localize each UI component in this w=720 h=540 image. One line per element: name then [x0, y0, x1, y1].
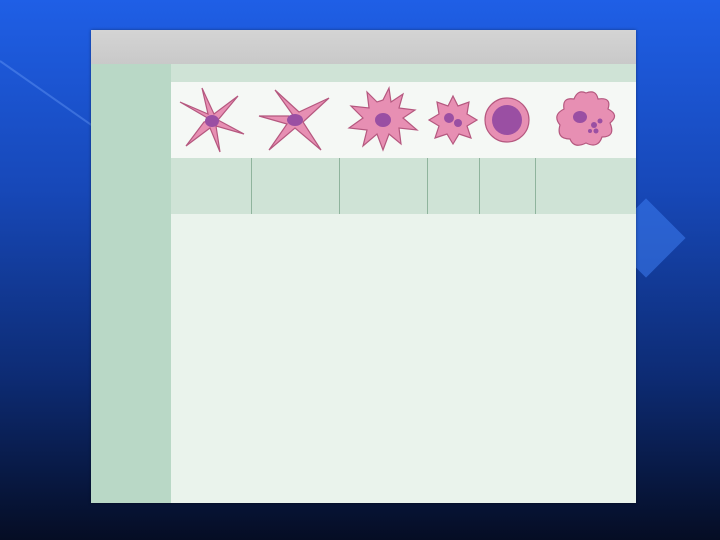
b-cell-image [479, 82, 535, 158]
cell-type-label [171, 68, 636, 80]
marker-column-header [91, 96, 171, 160]
germinal-interdigitating-cell-image [339, 82, 427, 158]
interdigitating-cell-image [251, 82, 339, 158]
macrophage-image [535, 82, 636, 158]
column-header-interdigitating [251, 158, 339, 214]
background-decor-line [0, 60, 99, 130]
cell-illustrations [171, 82, 636, 158]
follicular-dendritic-cell-image [427, 82, 479, 158]
langerhans-cell-image [171, 82, 251, 158]
column-header-langerhans [171, 158, 251, 214]
document-title [91, 30, 636, 64]
column-header-germinal-interdigitating [339, 158, 427, 214]
column-header-dendritic [427, 158, 479, 214]
marker-table-document [91, 30, 636, 503]
column-header-bcells [479, 158, 535, 214]
column-header-macrophages [535, 158, 636, 214]
